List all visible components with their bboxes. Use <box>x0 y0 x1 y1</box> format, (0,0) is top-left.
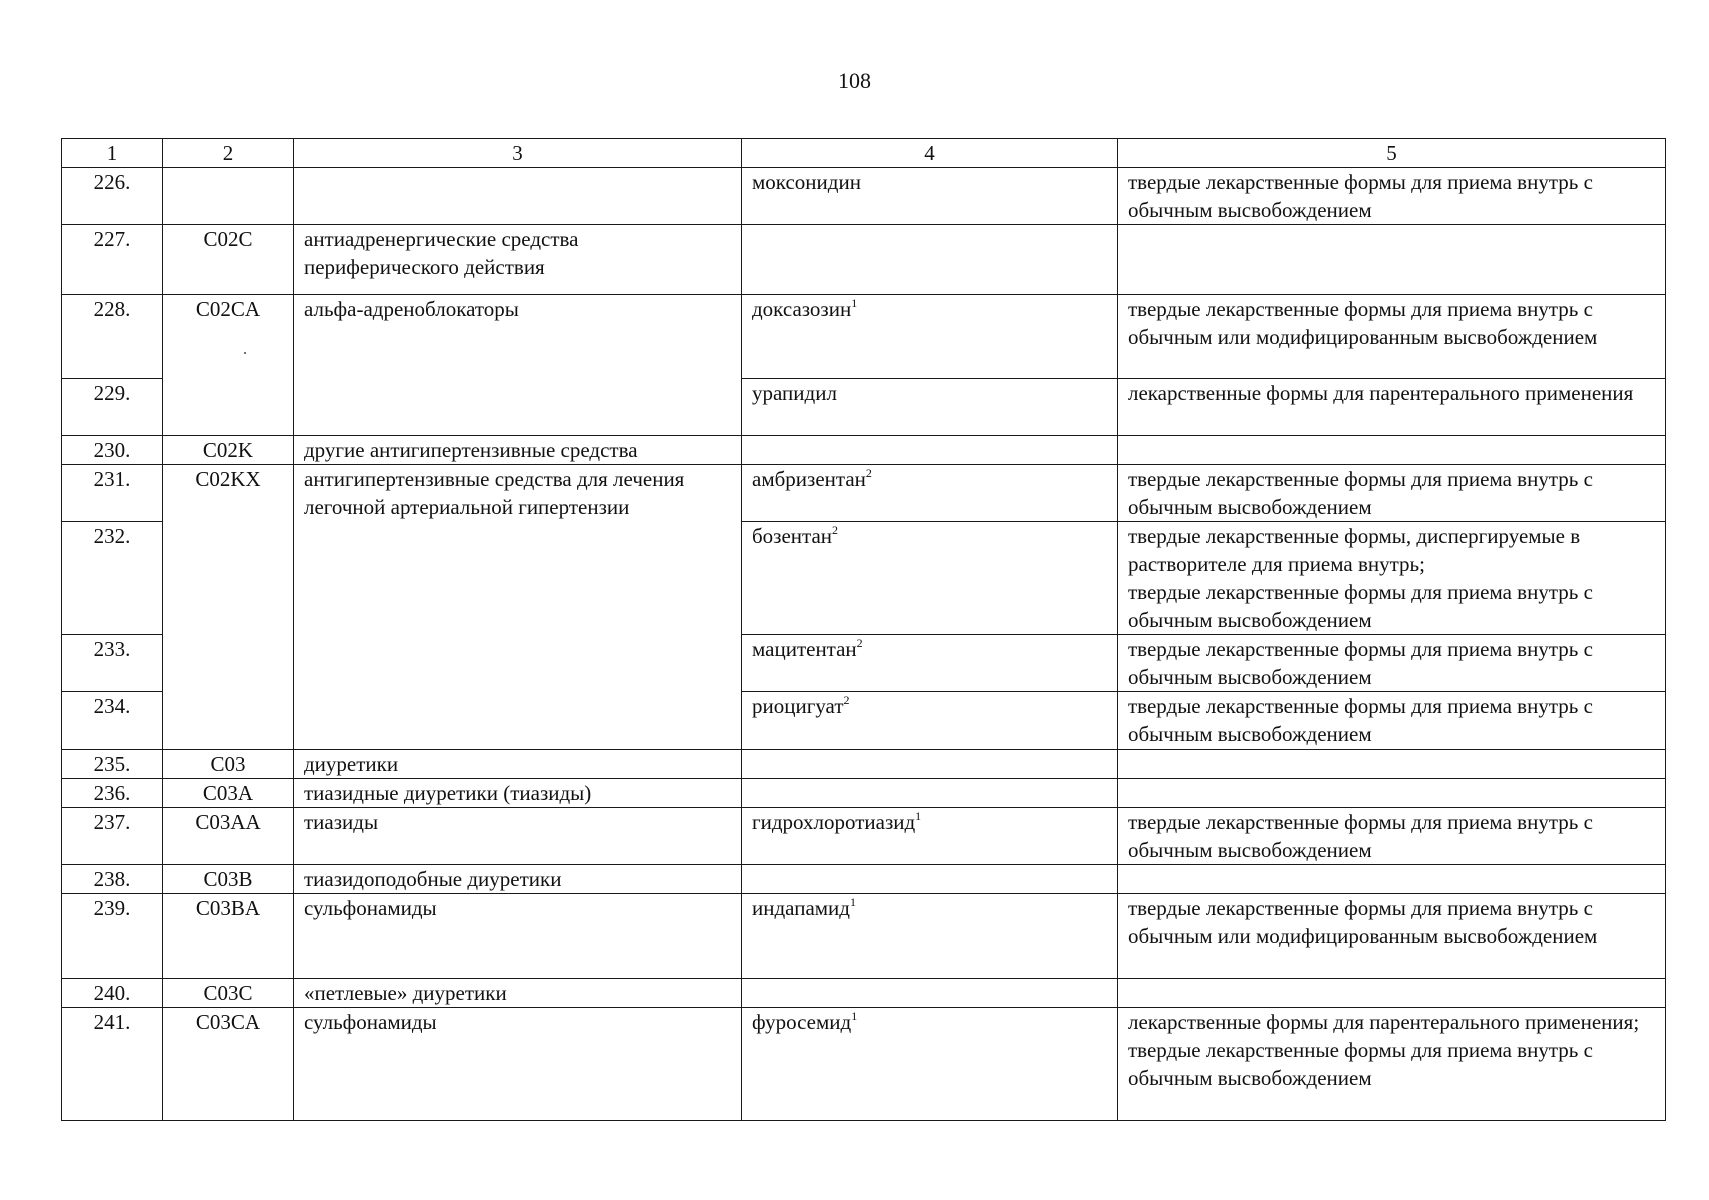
dosage-form <box>1118 750 1666 779</box>
drug-name <box>742 894 1118 979</box>
drug-name-text: моксонидин <box>752 170 861 194</box>
group-name: тиазиды <box>294 808 742 865</box>
drug-name <box>742 522 1118 635</box>
drug-name <box>742 379 1118 436</box>
drug-name-text: амбризентан <box>752 467 866 491</box>
footnote-mark: 2 <box>856 636 863 650</box>
drug-name-text: фуросемид <box>752 1010 852 1034</box>
group-name: альфа-адреноблокаторы <box>294 295 742 436</box>
table-row <box>62 295 1666 379</box>
column-header: 4 <box>742 139 1118 168</box>
row-number: 234. <box>62 692 163 750</box>
atc-code: C02K <box>163 436 294 465</box>
drug-name-text: бозентан <box>752 524 833 548</box>
column-header: 1 <box>62 139 163 168</box>
footnote-mark: 1 <box>851 296 858 310</box>
column-header: 2 <box>163 139 294 168</box>
footnote-mark: 2 <box>832 523 839 537</box>
group-name: антиадренергические средства периферического действия <box>294 225 742 295</box>
dosage-form: твердые лекарственные формы для приема внутрь с обычным высвобождением <box>1118 168 1666 225</box>
footnote-mark: 1 <box>849 895 856 909</box>
atc-code: C02C <box>163 225 294 295</box>
dosage-form: твердые лекарственные формы для приема внутрь с обычным высвобождением <box>1118 465 1666 522</box>
atc-code: C03CA <box>163 1008 294 1121</box>
dosage-form: твердые лекарственные формы для приема внутрь с обычным высвобождением <box>1118 808 1666 865</box>
atc-code: C03AA <box>163 808 294 865</box>
header-row <box>62 139 1666 168</box>
atc-code: C03C <box>163 979 294 1008</box>
drug-list-table <box>61 138 1666 1121</box>
atc-code: C03B <box>163 865 294 894</box>
table-row <box>62 779 1666 808</box>
table-row <box>62 1008 1666 1121</box>
footnote-mark: 1 <box>915 809 922 823</box>
table-row <box>62 168 1666 225</box>
footnote-mark: 2 <box>843 693 850 707</box>
footnote-mark: 1 <box>851 1009 858 1023</box>
drug-name <box>742 225 1118 295</box>
drug-name-text: мацитентан <box>752 637 857 661</box>
drug-name <box>742 635 1118 692</box>
column-header: 5 <box>1118 139 1666 168</box>
dosage-form: твердые лекарственные формы для приема внутрь с обычным или модифицированным высвобождением <box>1118 894 1666 979</box>
row-number: 229. <box>62 379 163 436</box>
row-number: 236. <box>62 779 163 808</box>
dosage-form <box>1118 522 1666 635</box>
page-number: 108 <box>838 68 871 93</box>
group-name: «петлевые» диуретики <box>294 979 742 1008</box>
dosage-form: твердые лекарственные формы для приема внутрь с обычным высвобождением <box>1118 635 1666 692</box>
dosage-form <box>1118 225 1666 295</box>
group-name: тиазидоподобные диуретики <box>294 865 742 894</box>
dosage-form <box>1118 865 1666 894</box>
row-number: 226. <box>62 168 163 225</box>
group-name: диуретики <box>294 750 742 779</box>
row-number: 231. <box>62 465 163 522</box>
row-number: 238. <box>62 865 163 894</box>
table-row <box>62 894 1666 979</box>
dosage-form: твердые лекарственные формы для приема внутрь с обычным высвобождением <box>1118 692 1666 750</box>
group-name: другие антигипертензивные средства <box>294 436 742 465</box>
row-number: 228. <box>62 295 163 379</box>
drug-name <box>742 808 1118 865</box>
atc-code: C02KX <box>163 465 294 750</box>
group-name: тиазидные диуретики (тиазиды) <box>294 779 742 808</box>
table-row <box>62 979 1666 1008</box>
atc-code <box>163 168 294 225</box>
atc-code: C02CA <box>163 295 294 436</box>
dosage-form <box>1118 436 1666 465</box>
dosage-form <box>1118 1008 1666 1121</box>
row-number: 239. <box>62 894 163 979</box>
table-row <box>62 436 1666 465</box>
footnote-mark: 2 <box>865 466 872 480</box>
group-name: сульфонамиды <box>294 1008 742 1121</box>
table-row <box>62 465 1666 522</box>
drug-name <box>742 168 1118 225</box>
drug-name <box>742 692 1118 750</box>
group-name: антигипертензивные средства для лечения легочной артериальной гипертензии <box>294 465 742 750</box>
group-name <box>294 168 742 225</box>
row-number: 235. <box>62 750 163 779</box>
drug-name <box>742 865 1118 894</box>
dosage-form-line: твердые лекарственные формы, диспергируемые в растворителе для приема внутрь; <box>1128 524 1581 576</box>
drug-name-text: гидрохлоротиазид <box>752 810 916 834</box>
dosage-form-line: твердые лекарственные формы для приема внутрь с обычным высвобождением <box>1128 580 1593 632</box>
dosage-form <box>1118 979 1666 1008</box>
row-number: 230. <box>62 436 163 465</box>
row-number: 241. <box>62 1008 163 1121</box>
drug-name <box>742 295 1118 379</box>
dosage-form: лекарственные формы для парентерального применения <box>1118 379 1666 436</box>
drug-name <box>742 436 1118 465</box>
drug-name <box>742 1008 1118 1121</box>
column-header: 3 <box>294 139 742 168</box>
row-number: 233. <box>62 635 163 692</box>
drug-name <box>742 750 1118 779</box>
atc-code: C03 <box>163 750 294 779</box>
drug-name-text: индапамид <box>752 896 850 920</box>
row-number: 227. <box>62 225 163 295</box>
row-number: 232. <box>62 522 163 635</box>
table-row <box>62 225 1666 295</box>
table-row <box>62 865 1666 894</box>
dosage-form-line: лекарственные формы для парентерального применения; <box>1128 1010 1640 1034</box>
drug-name <box>742 465 1118 522</box>
drug-name <box>742 979 1118 1008</box>
table-row <box>62 808 1666 865</box>
atc-code: C03A <box>163 779 294 808</box>
drug-name-text: риоцигуат <box>752 694 844 718</box>
group-name: сульфонамиды <box>294 894 742 979</box>
row-number: 240. <box>62 979 163 1008</box>
drug-name-text: доксазозин <box>752 297 852 321</box>
atc-code: C03BA <box>163 894 294 979</box>
dosage-form <box>1118 779 1666 808</box>
table-row <box>62 750 1666 779</box>
dosage-form: твердые лекарственные формы для приема внутрь с обычным или модифицированным высвобождением <box>1118 295 1666 379</box>
row-number: 237. <box>62 808 163 865</box>
dosage-form-line: твердые лекарственные формы для приема внутрь с обычным высвобождением <box>1128 1038 1593 1090</box>
drug-name-text: урапидил <box>752 381 837 405</box>
drug-name <box>742 779 1118 808</box>
